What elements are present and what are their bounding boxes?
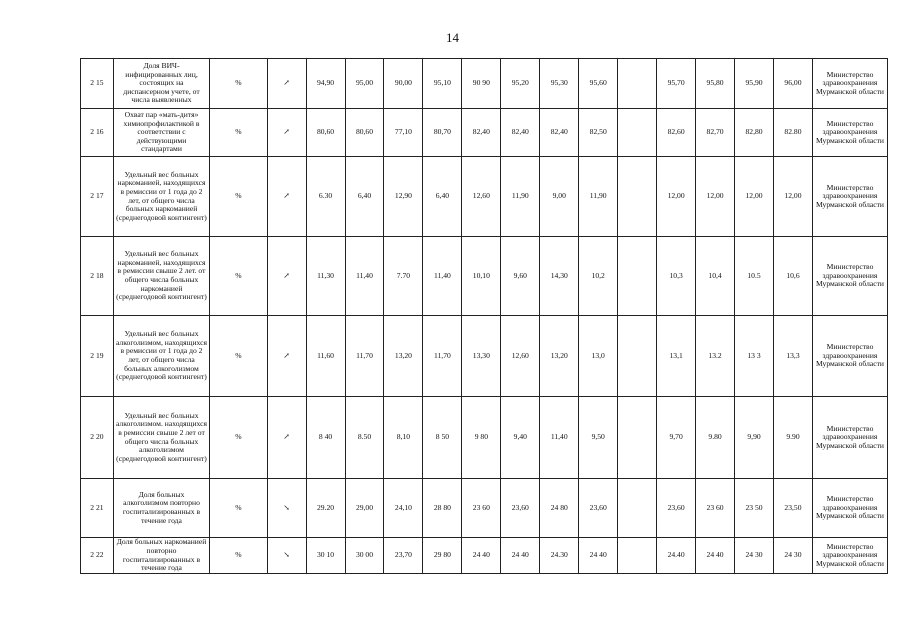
value-cell: 24 40	[501, 538, 540, 574]
value-cell: 94,90	[306, 59, 345, 109]
responsible-cell: Министерство здравоохранения Мурманской области	[812, 109, 887, 157]
unit-cell: %	[210, 237, 267, 316]
table-row	[81, 237, 888, 316]
page-number: 14	[446, 30, 459, 45]
value-cell: 82,70	[696, 109, 735, 157]
value-cell: 9 80	[462, 397, 501, 479]
value-cell: 13,20	[384, 316, 423, 397]
value-cell: 80,70	[423, 109, 462, 157]
value-cell: 8.50	[345, 397, 384, 479]
value-cell: 82,80	[735, 109, 774, 157]
indicator-description: Удельный вес больных алкоголизмом. находящихся в ремиссии свыше 2 лет от общего числа больных алкоголизмом (среднегодовой контингент)	[113, 397, 209, 479]
value-cell: 80,60	[306, 109, 345, 157]
unit-cell: %	[210, 397, 267, 479]
value-cell: 24 40	[696, 538, 735, 574]
value-cell: 95,20	[501, 59, 540, 109]
value-cell: 28 80	[423, 479, 462, 538]
responsible-cell: Министерство здравоохранения Мурманской области	[812, 157, 887, 237]
value-cell: 13,3	[774, 316, 813, 397]
value-cell: 9,40	[501, 397, 540, 479]
value-cell: 11,90	[579, 157, 618, 237]
responsible-cell: Министерство здравоохранения Мурманской области	[812, 59, 887, 109]
value-cell: 13 3	[735, 316, 774, 397]
table-row	[81, 397, 888, 479]
value-cell: 11,70	[345, 316, 384, 397]
value-cell: 24.30	[540, 538, 579, 574]
value-cell	[618, 538, 657, 574]
value-cell: 9,50	[579, 397, 618, 479]
value-cell: 82,60	[657, 109, 696, 157]
indicator-description: Охват пар «мать-дитя» химиопрофилактикой в соответствии с действующими стандартами	[113, 109, 209, 157]
value-cell: 11,60	[306, 316, 345, 397]
value-cell: 9,00	[540, 157, 579, 237]
indicator-number: 2 19	[81, 316, 114, 397]
value-cell: 10,4	[696, 237, 735, 316]
indicator-description: Доля больных алкоголизмом повторно госпитализированных в течение года	[113, 479, 209, 538]
value-cell: 24 30	[774, 538, 813, 574]
value-cell	[618, 237, 657, 316]
value-cell: 10,3	[657, 237, 696, 316]
responsible-cell: Министерство здравоохранения Мурманской области	[812, 397, 887, 479]
value-cell: 10.5	[735, 237, 774, 316]
value-cell: 6,40	[423, 157, 462, 237]
value-cell: 95,30	[540, 59, 579, 109]
value-cell: 10,10	[462, 237, 501, 316]
trend-arrow-icon: ↘	[267, 538, 306, 574]
value-cell	[618, 397, 657, 479]
value-cell: 23,70	[384, 538, 423, 574]
indicators-table	[80, 58, 888, 574]
value-cell: 24 80	[540, 479, 579, 538]
responsible-cell: Министерство здравоохранения Мурманской области	[812, 479, 887, 538]
table-row	[81, 316, 888, 397]
value-cell: 13,0	[579, 316, 618, 397]
responsible-cell: Министерство здравоохранения Мурманской области	[812, 237, 887, 316]
trend-arrow-icon: ↘	[267, 479, 306, 538]
unit-cell: %	[210, 479, 267, 538]
value-cell: 29,00	[345, 479, 384, 538]
indicator-description: Доля больных наркоманией повторно госпитализированных в течение года	[113, 538, 209, 574]
value-cell: 9,70	[657, 397, 696, 479]
indicator-number: 2 17	[81, 157, 114, 237]
responsible-cell: Министерство здравоохранения Мурманской области	[812, 538, 887, 574]
value-cell: 30 00	[345, 538, 384, 574]
value-cell: 9.80	[696, 397, 735, 479]
value-cell: 95,60	[579, 59, 618, 109]
unit-cell: %	[210, 538, 267, 574]
value-cell: 95,90	[735, 59, 774, 109]
value-cell: 77,10	[384, 109, 423, 157]
value-cell: 82,50	[579, 109, 618, 157]
value-cell: 82,40	[462, 109, 501, 157]
indicator-description: Удельный вес больных наркоманией, находящихся в ремиссии свыше 2 лет. от общего числа больных наркоманией (среднегодовой контингент)	[113, 237, 209, 316]
value-cell: 24 30	[735, 538, 774, 574]
value-cell	[618, 479, 657, 538]
value-cell: 23 60	[696, 479, 735, 538]
value-cell: 9,60	[501, 237, 540, 316]
unit-cell: %	[210, 59, 267, 109]
value-cell: 12,00	[696, 157, 735, 237]
value-cell: 11,30	[306, 237, 345, 316]
value-cell: 95,70	[657, 59, 696, 109]
table-row	[81, 157, 888, 237]
indicator-description: Удельный вес больных наркоманией, находящихся в ремиссии от 1 года до 2 лет, от общего числа больных наркоманией (среднегодовой контингент)	[113, 157, 209, 237]
trend-arrow-icon: ↗	[267, 59, 306, 109]
value-cell: 11,40	[423, 237, 462, 316]
unit-cell: %	[210, 157, 267, 237]
indicator-number: 2 18	[81, 237, 114, 316]
value-cell: 82.80	[774, 109, 813, 157]
value-cell: 12,60	[462, 157, 501, 237]
trend-arrow-icon: ↗	[267, 109, 306, 157]
value-cell: 11,70	[423, 316, 462, 397]
value-cell: 23,60	[501, 479, 540, 538]
value-cell: 23,60	[579, 479, 618, 538]
value-cell	[618, 316, 657, 397]
value-cell: 8,10	[384, 397, 423, 479]
value-cell	[618, 59, 657, 109]
value-cell: 7.70	[384, 237, 423, 316]
value-cell: 82,40	[540, 109, 579, 157]
trend-arrow-icon: ↗	[267, 157, 306, 237]
table-row	[81, 479, 888, 538]
table-body	[81, 59, 888, 574]
value-cell: 95,10	[423, 59, 462, 109]
value-cell: 9,90	[735, 397, 774, 479]
trend-arrow-icon: ↗	[267, 237, 306, 316]
unit-cell: %	[210, 316, 267, 397]
responsible-cell: Министерство здравоохранения Мурманской области	[812, 316, 887, 397]
value-cell: 95,80	[696, 59, 735, 109]
value-cell: 82,40	[501, 109, 540, 157]
value-cell: 13.2	[696, 316, 735, 397]
value-cell: 10,6	[774, 237, 813, 316]
value-cell: 9.90	[774, 397, 813, 479]
value-cell: 95,00	[345, 59, 384, 109]
value-cell	[618, 157, 657, 237]
value-cell: 24,10	[384, 479, 423, 538]
value-cell	[618, 109, 657, 157]
value-cell: 8 40	[306, 397, 345, 479]
indicator-number: 2 20	[81, 397, 114, 479]
indicator-number: 2 15	[81, 59, 114, 109]
value-cell: 13,20	[540, 316, 579, 397]
value-cell: 29.20	[306, 479, 345, 538]
indicator-description: Удельный вес больных алкоголизмом, находящихся в ремиссии от 1 года до 2 лет, от общего числа больных алкоголизмом (среднегодовой контингент)	[113, 316, 209, 397]
value-cell: 24 40	[462, 538, 501, 574]
value-cell: 14,30	[540, 237, 579, 316]
indicator-description: Доля ВИЧ-инфицированных лиц, состоящих на диспансерном учете, от числа выявленных	[113, 59, 209, 109]
value-cell: 12,00	[657, 157, 696, 237]
value-cell: 12,00	[774, 157, 813, 237]
trend-arrow-icon: ↗	[267, 316, 306, 397]
value-cell: 12,00	[735, 157, 774, 237]
unit-cell: %	[210, 109, 267, 157]
indicator-number: 2 22	[81, 538, 114, 574]
table-row	[81, 59, 888, 109]
value-cell: 29 80	[423, 538, 462, 574]
value-cell: 12,60	[501, 316, 540, 397]
value-cell: 23 60	[462, 479, 501, 538]
value-cell: 96,00	[774, 59, 813, 109]
value-cell: 23,60	[657, 479, 696, 538]
indicator-number: 2 21	[81, 479, 114, 538]
value-cell: 90,00	[384, 59, 423, 109]
value-cell: 12,90	[384, 157, 423, 237]
value-cell: 6.30	[306, 157, 345, 237]
table-row	[81, 538, 888, 574]
trend-arrow-icon: ↗	[267, 397, 306, 479]
value-cell: 23,50	[774, 479, 813, 538]
indicator-number: 2 16	[81, 109, 114, 157]
value-cell: 6,40	[345, 157, 384, 237]
value-cell: 10,2	[579, 237, 618, 316]
value-cell: 24.40	[657, 538, 696, 574]
value-cell: 30 10	[306, 538, 345, 574]
value-cell: 11,90	[501, 157, 540, 237]
value-cell: 90 90	[462, 59, 501, 109]
value-cell: 13,1	[657, 316, 696, 397]
value-cell: 24 40	[579, 538, 618, 574]
value-cell: 80,60	[345, 109, 384, 157]
value-cell: 8 50	[423, 397, 462, 479]
value-cell: 11,40	[540, 397, 579, 479]
value-cell: 11,40	[345, 237, 384, 316]
value-cell: 23 50	[735, 479, 774, 538]
value-cell: 13,30	[462, 316, 501, 397]
table-row	[81, 109, 888, 157]
